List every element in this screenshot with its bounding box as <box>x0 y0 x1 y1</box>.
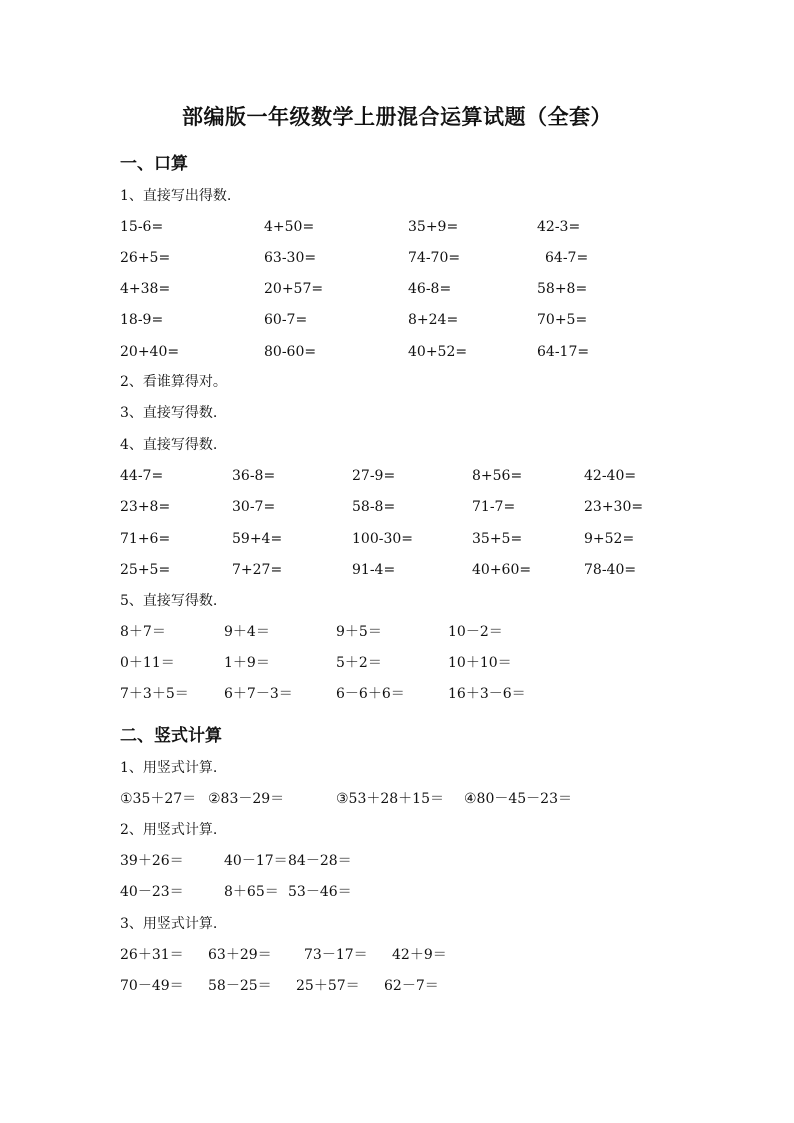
problem-row <box>0 343 794 361</box>
problem: 25＋57＝ <box>296 978 360 994</box>
problem: ①35＋27＝ <box>120 791 197 807</box>
problem: 9+52= <box>584 531 635 547</box>
problem: 8+56= <box>472 468 523 484</box>
problem: 73－17＝ <box>304 947 368 963</box>
problem: 58+8= <box>537 281 588 297</box>
problem: 27-9= <box>352 468 396 484</box>
problem: 8＋65＝ <box>224 884 279 900</box>
problem: 7+27= <box>232 562 283 578</box>
problem: 20+40= <box>120 344 180 360</box>
problem: 10－2＝ <box>448 624 503 640</box>
question-label: 1、用竖式计算. <box>120 760 218 776</box>
problem: 64-17= <box>537 344 590 360</box>
problem-row <box>0 561 794 579</box>
problem: 15-6= <box>120 219 164 235</box>
problem: 36-8= <box>232 468 276 484</box>
problem: 1＋9＝ <box>224 655 270 671</box>
problem: 58-8= <box>352 499 396 515</box>
problem: 9＋5＝ <box>336 624 382 640</box>
problem: 70+5= <box>537 312 588 328</box>
problem: 8＋7＝ <box>120 624 166 640</box>
problem-row <box>0 249 794 267</box>
problem: 74-70= <box>408 250 461 266</box>
problem: 4+50= <box>264 219 315 235</box>
problem: 35+5= <box>472 531 523 547</box>
problem-row <box>0 852 794 870</box>
problem: 70－49＝ <box>120 978 184 994</box>
problem: 60-7= <box>264 312 308 328</box>
problem: 58－25＝ <box>208 978 272 994</box>
problem: 63＋29＝ <box>208 947 272 963</box>
problem: 80-60= <box>264 344 317 360</box>
problem: 78-40= <box>584 562 637 578</box>
problem: 5＋2＝ <box>336 655 382 671</box>
problem: 16＋3－6＝ <box>448 686 526 702</box>
problem: 42＋9＝ <box>392 947 447 963</box>
problem: 23+30= <box>584 499 644 515</box>
question-label: 5、直接写得数. <box>120 593 218 609</box>
question-label: 2、看谁算得对。 <box>120 374 227 390</box>
problem: 0＋11＝ <box>120 655 175 671</box>
problem: 63-30= <box>264 250 317 266</box>
problem: 18-9= <box>120 312 164 328</box>
problem: 6－6＋6＝ <box>336 686 405 702</box>
problem: 25+5= <box>120 562 171 578</box>
problem: 62－7＝ <box>384 978 439 994</box>
problem: 91-4= <box>352 562 396 578</box>
page-title: 部编版一年级数学上册混合运算试题（全套） <box>182 104 612 129</box>
section-heading-oral: 一、口算 <box>120 154 188 174</box>
problem: 42-40= <box>584 468 637 484</box>
problem-row <box>0 654 794 672</box>
problem: 39＋26＝ <box>120 853 184 869</box>
problem: 10＋10＝ <box>448 655 512 671</box>
problem: ③53＋28＋15＝ <box>336 791 444 807</box>
problem: 7＋3＋5＝ <box>120 686 189 702</box>
problem-row <box>0 790 794 808</box>
problem-row <box>0 467 794 485</box>
problem: 42-3= <box>537 219 581 235</box>
problem: 20+57= <box>264 281 324 297</box>
problem: 9＋4＝ <box>224 624 270 640</box>
problem-row <box>0 218 794 236</box>
problem-row <box>0 280 794 298</box>
problem: 71-7= <box>472 499 516 515</box>
problem: 4+38= <box>120 281 171 297</box>
problem: 35+9= <box>408 219 459 235</box>
problem: ②83－29＝ <box>208 791 285 807</box>
problem-row <box>0 498 794 516</box>
problem: 40+60= <box>472 562 532 578</box>
problem: 23+8= <box>120 499 171 515</box>
problem: 30-7= <box>232 499 276 515</box>
problem: 59+4= <box>232 531 283 547</box>
problem: 26+5= <box>120 250 171 266</box>
problem: 100-30= <box>352 531 413 547</box>
problem-row <box>0 311 794 329</box>
question-label: 2、用竖式计算. <box>120 822 218 838</box>
problem-row <box>0 685 794 703</box>
problem-row <box>0 530 794 548</box>
question-label: 4、直接写得数. <box>120 437 218 453</box>
problem: 46-8= <box>408 281 452 297</box>
problem: 44-7= <box>120 468 164 484</box>
problem: 6＋7－3＝ <box>224 686 293 702</box>
section-heading-vertical: 二、竖式计算 <box>120 726 222 746</box>
problem-row <box>0 623 794 641</box>
problem: 40+52= <box>408 344 468 360</box>
problem: 8+24= <box>408 312 459 328</box>
problem: 71+6= <box>120 531 171 547</box>
problem: 40－23＝ <box>120 884 184 900</box>
question-label: 3、直接写得数. <box>120 405 218 421</box>
problem-row <box>0 883 794 901</box>
problem: 84－28＝ <box>288 853 352 869</box>
problem: 53－46＝ <box>288 884 352 900</box>
problem: 26＋31＝ <box>120 947 184 963</box>
question-label: 3、用竖式计算. <box>120 916 218 932</box>
problem: 40－17＝ <box>224 853 288 869</box>
problem: 64-7= <box>545 250 589 266</box>
problem-row <box>0 977 794 995</box>
question-label: 1、直接写出得数. <box>120 188 232 204</box>
problem: ④80－45－23＝ <box>464 791 572 807</box>
problem-row <box>0 946 794 964</box>
